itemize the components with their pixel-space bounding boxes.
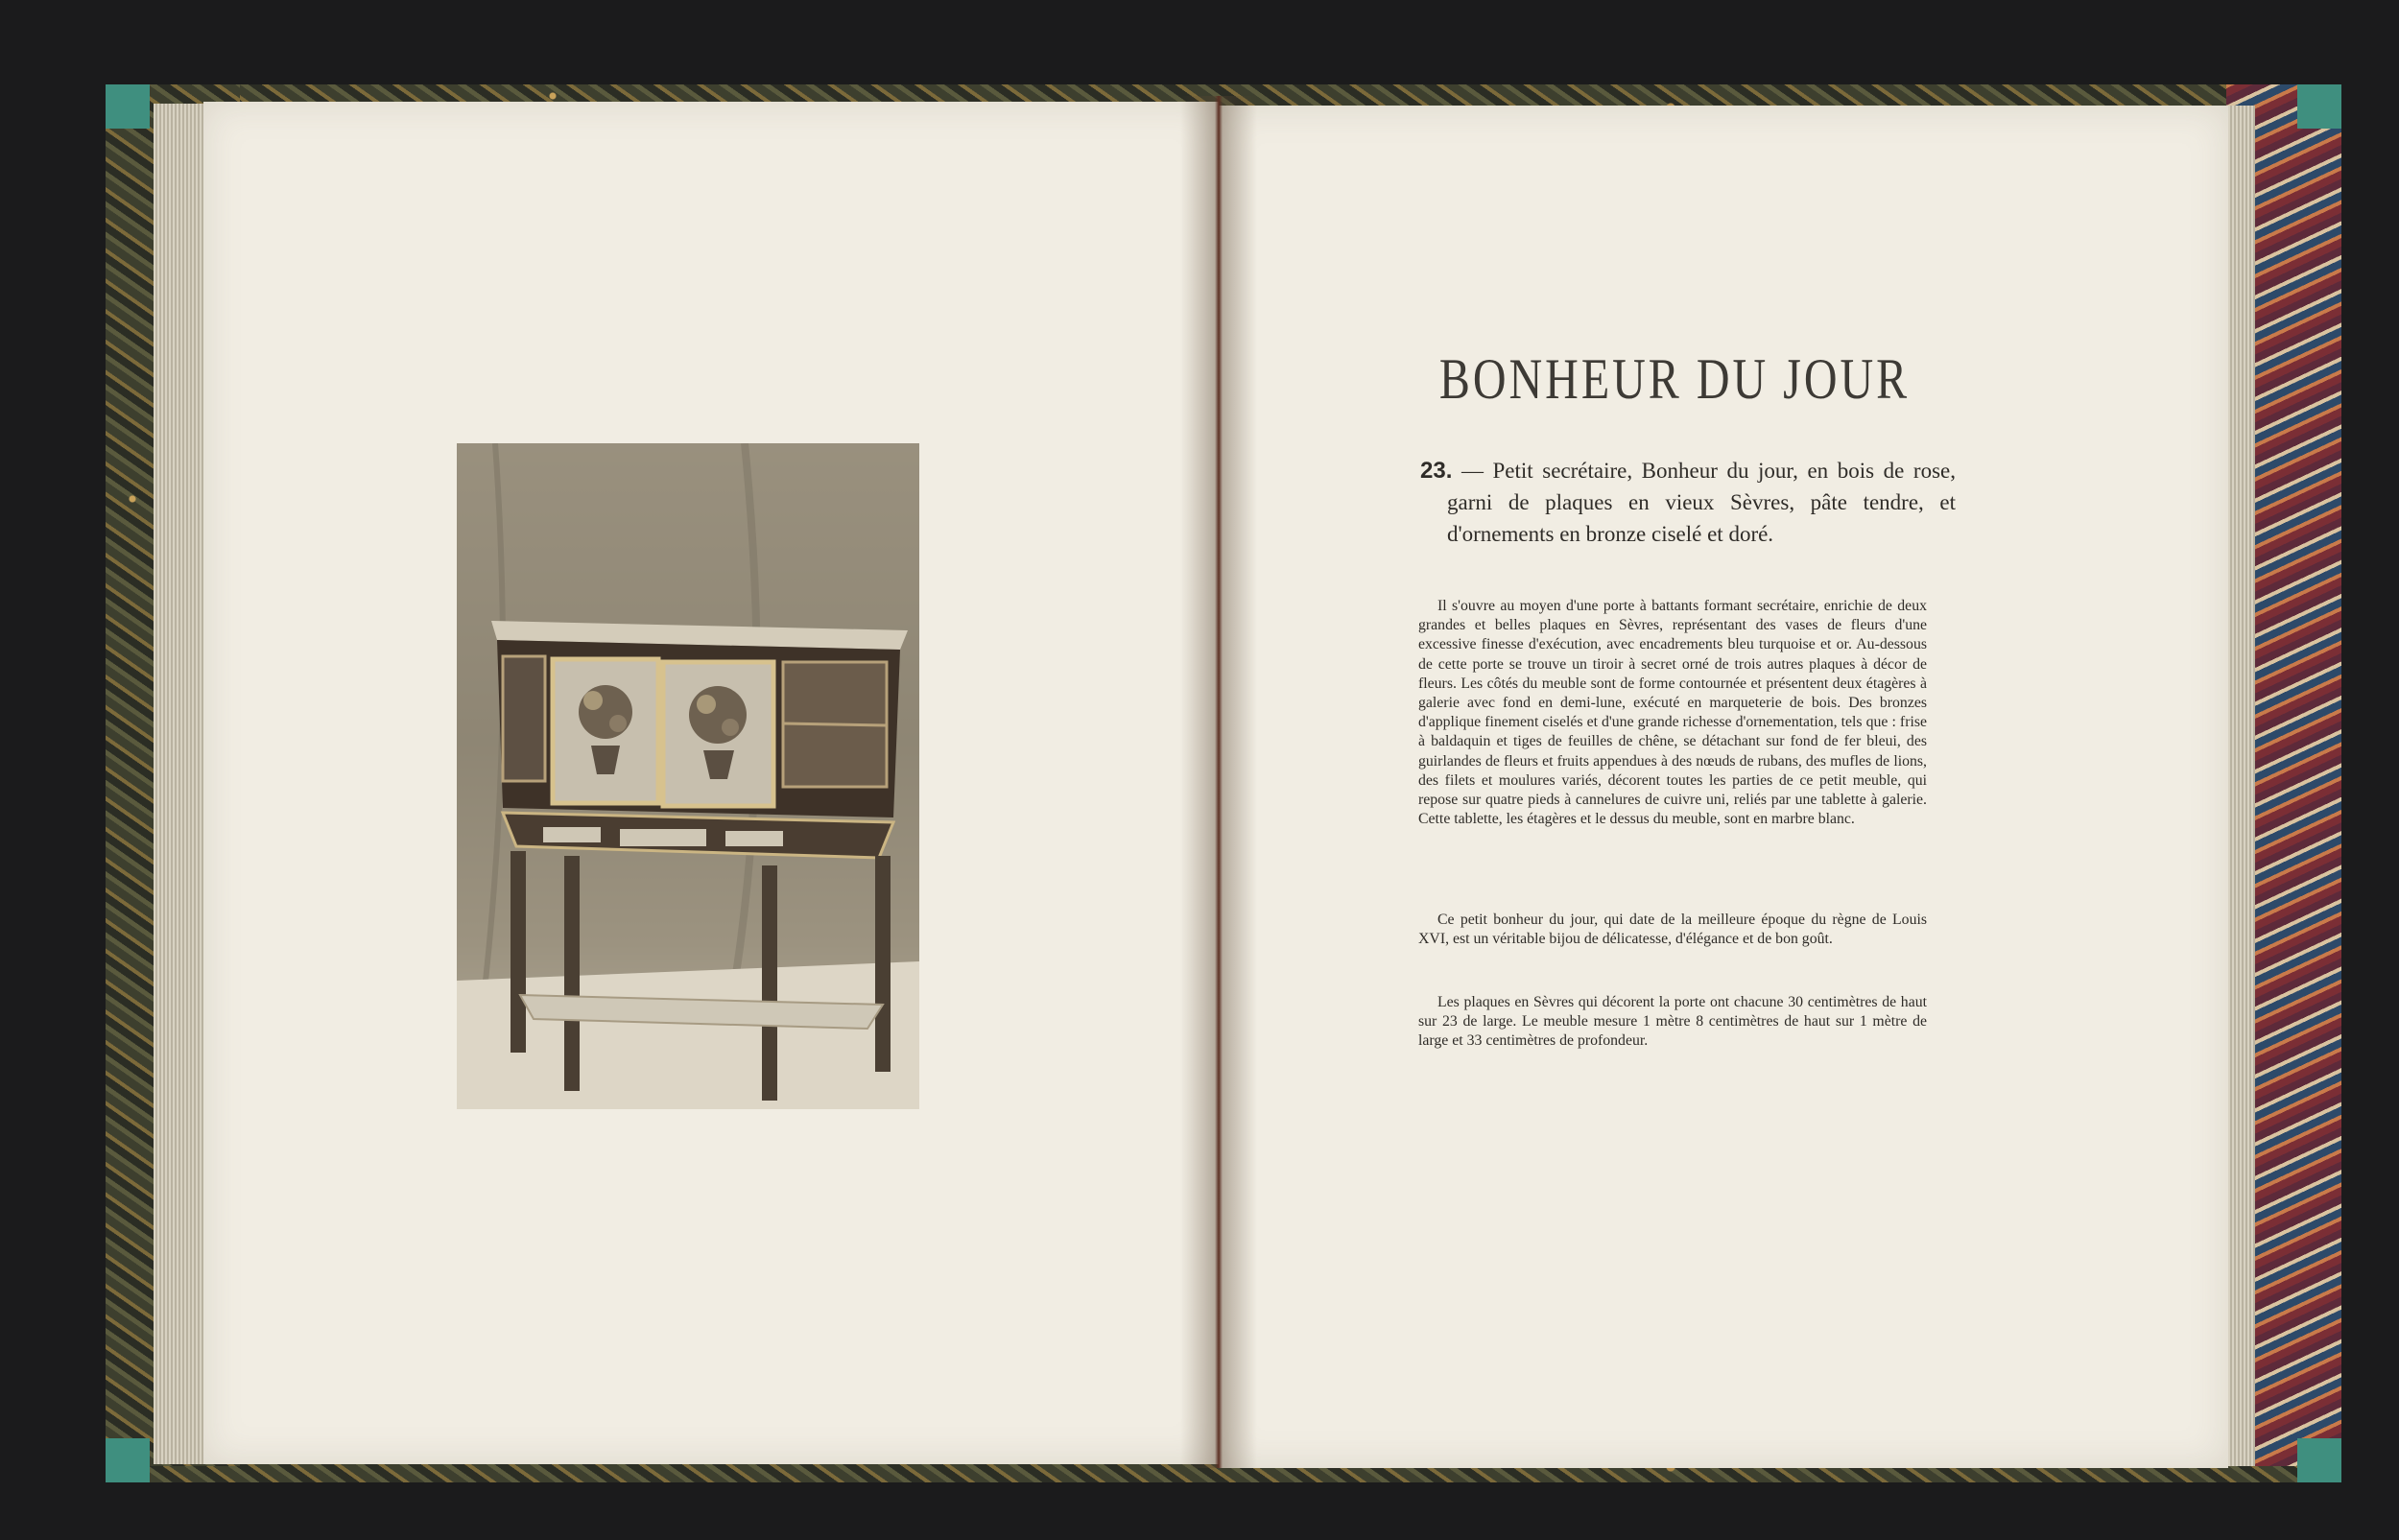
description-paragraph: Il s'ouvre au moyen d'une porte à battants formant secrétaire, enrichie de deux grandes et belles plaques en Sèvres, représentant des vases de fleurs d'une excessive finesse d'exécution, avec encadrements bleu turquoise et or. Au-dessous de cette porte se trouve un tiroir à secret orné de trois autres plaques à décor de fleurs. Les côtés du meuble sont de forme contournée et présentent deux étagères à galerie avec fond en demi-lune, exécuté en marqueterie de bois. Des bronzes d'applique finement ciselés et d'une grande richesse d'ornementation, tels que : frise à baldaquin et tiges de feuilles de chêne, se détachant sur fond de fer bleui, des guirlandes de fleurs et fruits appendues à des nœuds de rubans, des mufles de lions, des filets et moulures variés, décorent toutes les parties de ce petit meuble, qui repose sur quatre pieds à cannelures de cuivre uni, reliés par une tablette à galerie. Cette tablette, les étagères et le dessus du meuble, sont en marbre blanc. xyxy=(1418,598,1927,828)
cover-corner-top-right xyxy=(2297,84,2341,129)
book-gutter xyxy=(1180,96,1257,1468)
cover-corner-bottom-left xyxy=(106,1438,150,1482)
entry-number: 23. xyxy=(1420,458,1453,484)
furniture-photograph xyxy=(457,443,919,1109)
cover-corner-bottom-right xyxy=(2297,1438,2341,1482)
page-edges-left xyxy=(154,104,211,1464)
entry-description: — Petit secrétaire, Bonheur du jour, en bois de rose, garni de plaques en vieux Sèvres, pâte tendre, et d'ornements en bronze ciselé et doré. xyxy=(1447,459,1956,546)
description-paragraph: Ce petit bonheur du jour, qui date de la meilleure époque du règne de Louis XVI, est un véritable bijou de délicatesse, d'élégance et de bon goût. xyxy=(1418,912,1927,948)
cover-corner-top-left xyxy=(106,84,150,129)
description-paragraph: Les plaques en Sèvres qui décorent la porte ont chacune 30 centimètres de haut sur 23 de large. Le meuble mesure 1 mètre 8 centimètres de haut sur 1 mètre de large et 33 centimètres de profondeur. xyxy=(1418,994,1927,1050)
bonheur-du-jour-illustration xyxy=(457,443,919,1109)
page-title: BONHEUR DU JOUR xyxy=(1438,347,1911,412)
catalogue-entry xyxy=(1420,455,1956,550)
